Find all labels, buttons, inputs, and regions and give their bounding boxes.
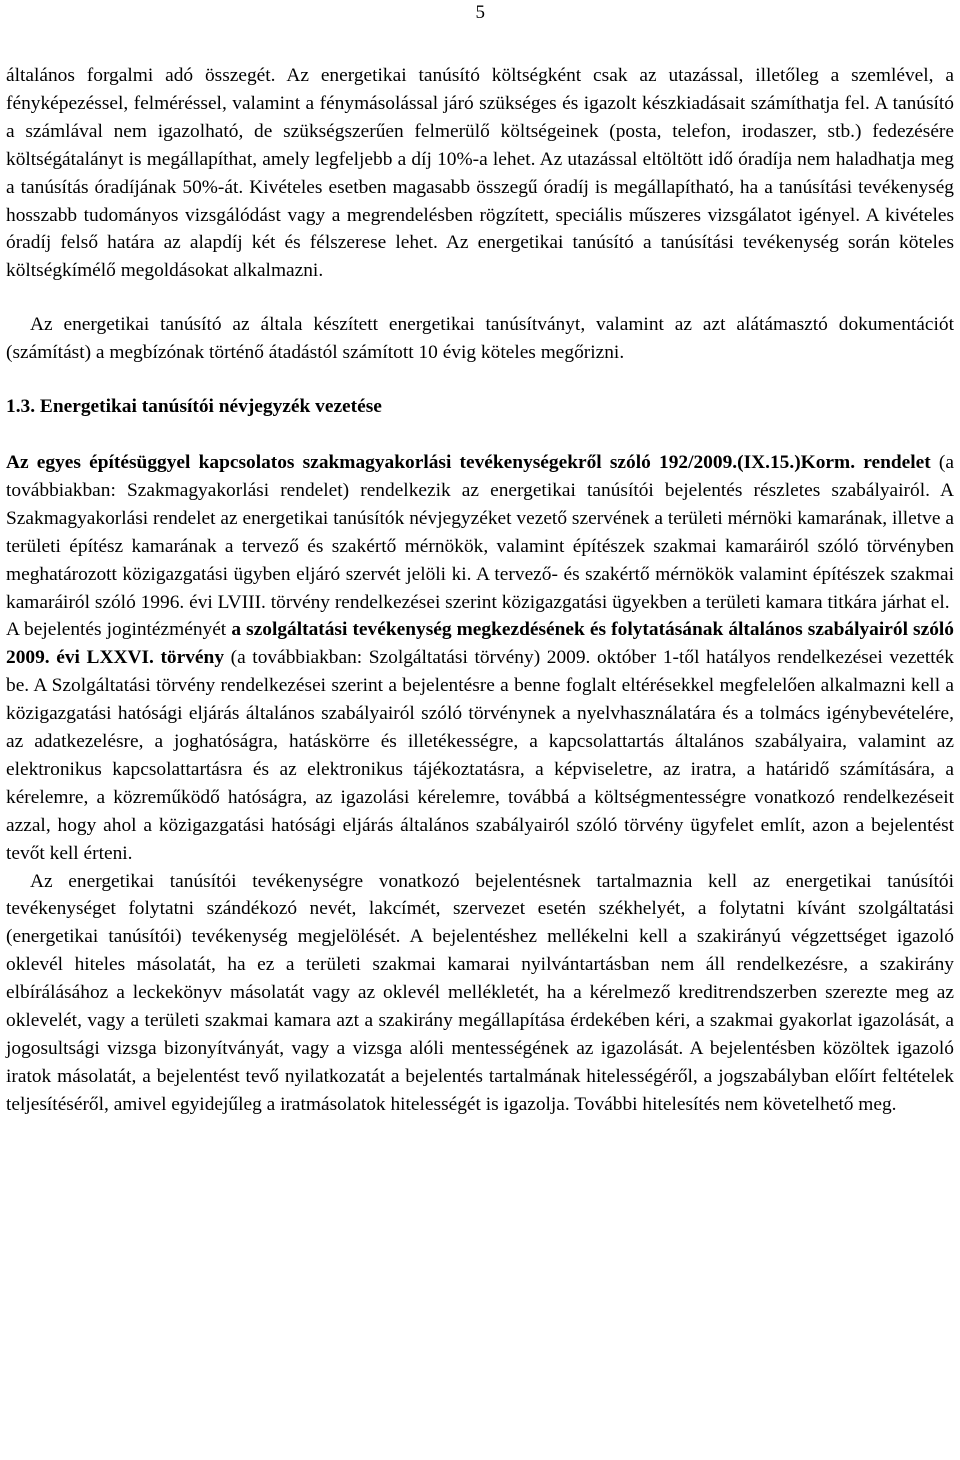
paragraph-service-law — [6, 616, 954, 867]
paragraph-notification-contents: Az energetikai tanúsítói tevékenységre vonatkozó bejelentésnek tartalmaznia kell az energetikai tanúsítói tevékenységet folytatni szándékozó nevét, lakcímét, szervezet esetén székhelyét, a folytatni kívánt szolgáltatási (energetikai tanúsítói) tevékenység megjelölését. A bejelentéshez mellékelni kell a szakirányú végzettséget igazoló oklevél hiteles másolatát, ha ez a területi szakmai kamarai nyilvántartásban nem áll rendelkezésre, a szakirány elbírálásához a leckekönyv másolatát vagy az oklevél mellékletét, ha a kérelmező kreditrendszerben szerezte meg az oklevelét, vagy a területi szakmai kamara azt a szakirány megállapítása érdekében kéri, a szakmai gyakorlat igazolását, a jogosultsági vizsga bizonyítványát, vagy a vizsga alóli mentességének az igazolását. A bejelentésben közöltek igazoló iratok másolatát, a bejelentést tevő nyilatkozatát a bejelentés tartalmának hitelességéről, a jogszabályban előírt feltételek teljesítéséről, amivel egyidejűleg a iratmásolatok hitelességét is igazolja. További hitelesítés nem követelhető meg. — [6, 870, 954, 1115]
section-heading: 1.3. Energetikai tanúsítói névjegyzék vezetése — [6, 396, 382, 418]
regulation-title: Az egyes építésüggyel kapcsolatos szakmagyakorlási tevékenységekről szóló 192/2009.(IX.15.)Korm. rendelet — [6, 451, 931, 473]
regulation-text: (a továbbiakban: Szakmagyakorlási rendelet) rendelkezik az energetikai tanúsítói bejelentés részletes szabályairól. A Szakmagyakorlási rendelet az energetikai tanúsítók névjegyzéket vezető szervének a területi mérnöki kamarának, illetve a területi építész kamarának a tervező és szakértő mérnökök, valamint építészek szakmai kamaráiról szóló törvényben meghatározott közigazgatási ügyben eljáró szervét jelöli ki. A tervező- és szakértő mérnökök valamint építészek szakmai kamaráiról szóló 1996. évi LVIII. törvény rendelkezései szerint közigazgatási ügyekben a területi kamara titkára járhat el. — [6, 451, 954, 613]
paragraph-fees: általános forgalmi adó összegét. Az energetikai tanúsító költségként csak az utazással, illetőleg a szemlével, a fényképezéssel, felméréssel, valamint a fénymásolással járó szükséges és igazolt készkiadásait számíthatja fel. A tanúsító a számlával nem igazolható, de szükségszerűen felmerülő költségeinek (posta, telefon, irodaszer, stb.) fedezésére költségátalányt is megállapíthat, amely legfeljebb a díj 10%-a lehet. Az utazással eltöltött idő óradíja nem haladhatja meg a tanúsítás óradíjának 50%-át. Kivételes esetben magasabb összegű óradíj is megállapítható, ha a tanúsítási tevékenység hosszabb tudományos vizsgálódást vagy a megrendelésben rögzített, speciális műszeres vizsgálatot igényel. A kivételes óradíj felső határa az alapdíj két és félszerese lehet. Az energetikai tanúsító a tanúsítási tevékenység során köteles költségkímélő megoldásokat alkalmazni. — [6, 65, 954, 282]
paragraph-regulation — [6, 449, 954, 616]
service-law-intro: A bejelentés jogintézményét — [6, 619, 232, 641]
service-law-text: (a továbbiakban: Szolgáltatási törvény) 2009. október 1-től hatályos rendelkezései vezették be. A Szolgáltatási törvény rendelkezései szerint a bejelentésre a benne foglalt eltérésekkel megfelelően alkalmazni kell a közigazgatási hatósági eljárás általános szabályairól szóló törvénynek a nyelvhasználatára és a tolmács igénybevételére, az adatkezelésre, a joghatóságra, hatáskörre és illetékességre, a kapcsolattartás általános szabályaira, valamint az elektronikus kapcsolattartásra és az elektronikus tájékoztatásra, a képviseletre, az iratra, a határidő számítására, a kérelemre, a közreműködő hatóságra, az igazolási kérelemre, továbbá a költségmentességre vonatkozó rendelkezéseit azzal, hogy ahol a közigazgatási hatósági eljárás általános szabályairól szóló törvény ügyfelet említ, azon a bejelentést tevőt kell érteni. — [6, 647, 954, 864]
document-body — [6, 62, 954, 1119]
page-number: 5 — [475, 2, 485, 23]
service-law-title: a szolgáltatási tevékenység megkezdésének és folytatásának általános szabályairól szóló 2009. évi LXXVI. törvény — [6, 619, 954, 669]
paragraph-retention: Az energetikai tanúsító az általa készített energetikai tanúsítványt, valamint az azt alátámasztó dokumentációt (számítást) a megbízónak történő átadástól számított 10 évig köteles megőrizni. — [6, 314, 954, 364]
